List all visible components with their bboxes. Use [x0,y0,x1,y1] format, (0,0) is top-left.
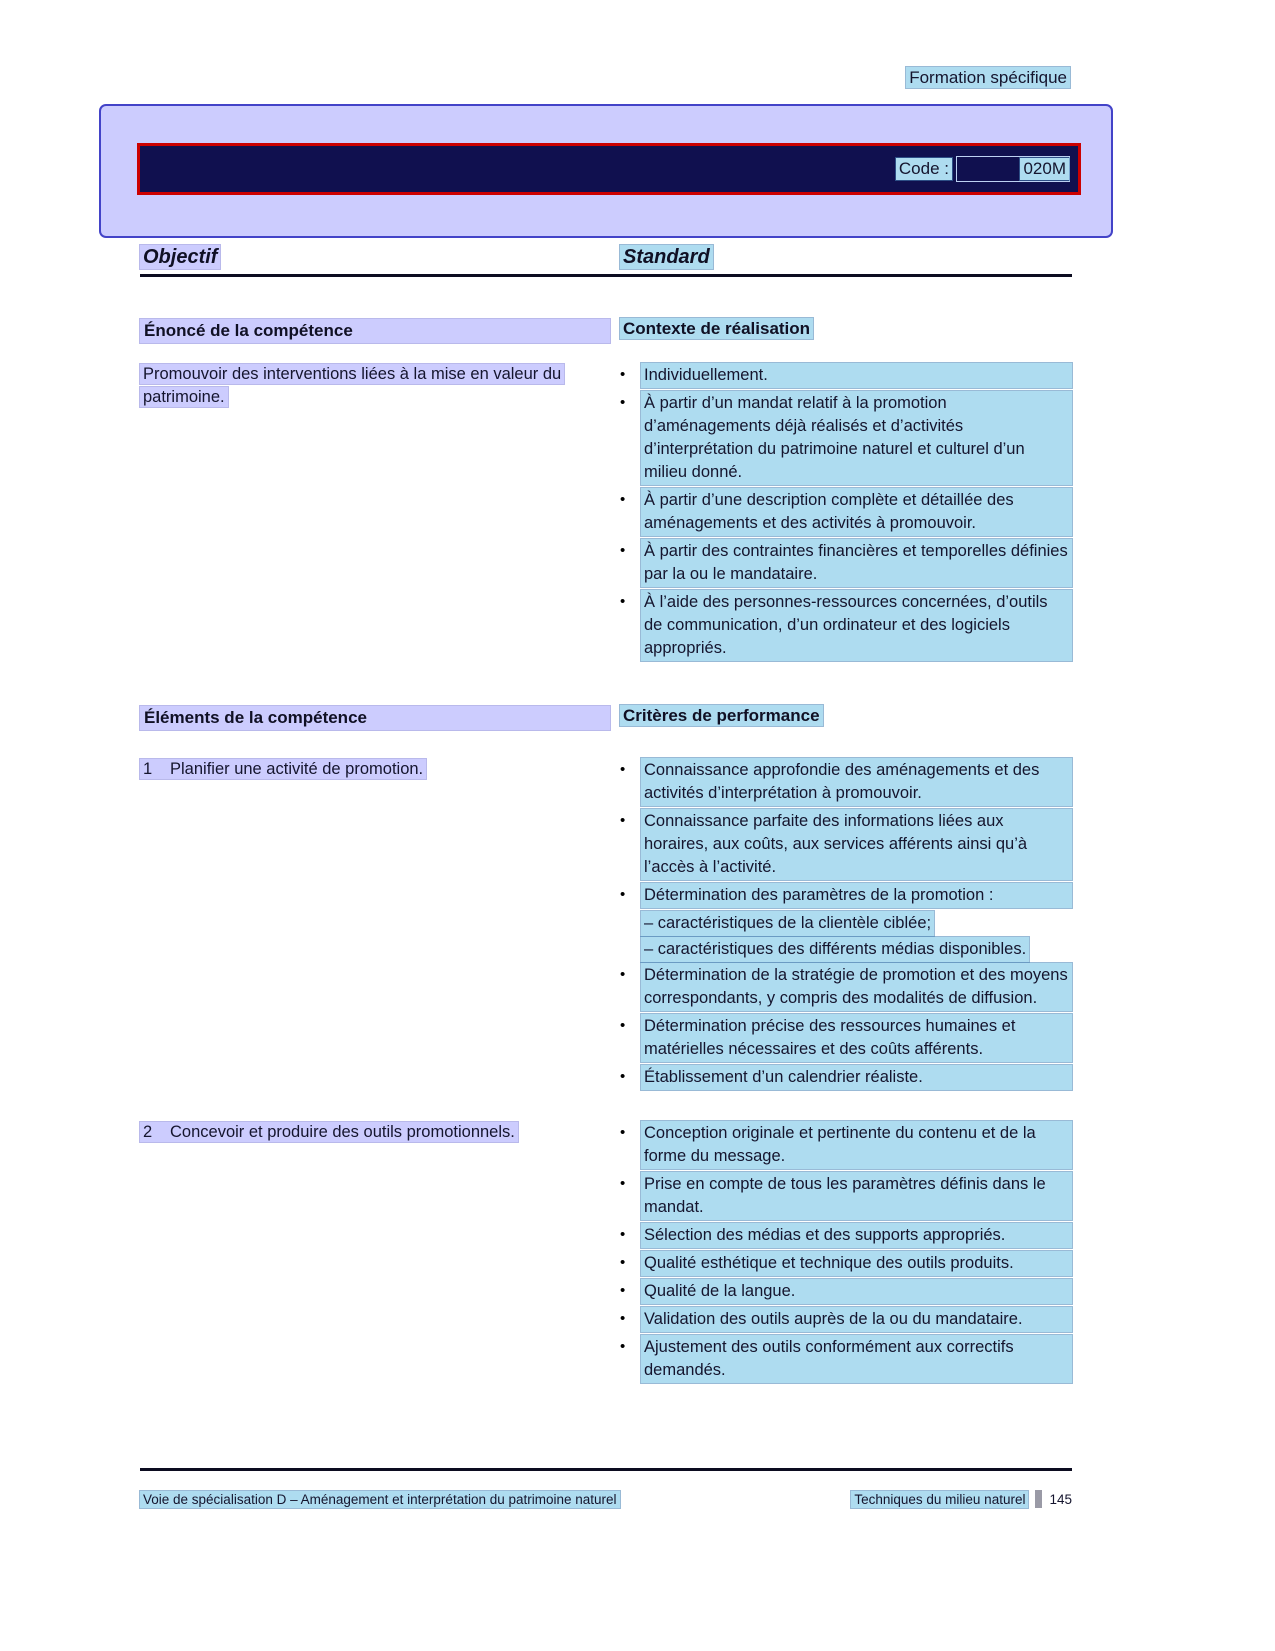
footer-rule [140,1468,1072,1471]
element-label-cell [140,758,610,1093]
objectif-heading-text: Objectif [140,245,220,269]
code-value: 020M [1020,158,1069,180]
element-number: 1 [143,760,153,778]
competence-headers-row [140,319,1072,343]
contexte-item-text: À l’aide des personnes-ressources concernées, d’outils de communication, d’un ordinateur et des logiciels appropriés. [641,590,1072,661]
contexte-header [620,319,1072,339]
bullet-icon: • [620,1282,626,1299]
list-item [620,391,1072,485]
element-label-cell [140,1121,610,1386]
list-item [620,1335,1072,1383]
list-item [620,1065,1072,1090]
criteria-cell [620,758,1072,1093]
section-label-text: Formation spécifique [906,67,1070,88]
list-item [620,1121,1072,1169]
enonce-header: Énoncé de la compétence [140,319,610,343]
criteria-list [620,1121,1072,1383]
bullet-icon: • [620,1338,626,1355]
contexte-list [620,363,1072,661]
criteria-item-text: Qualité esthétique et technique des outils produits. [641,1251,1072,1276]
criteria-cell [620,1121,1072,1386]
bullet-icon: • [620,886,626,903]
bullet-icon: • [620,1226,626,1243]
bullet-icon: • [620,1175,626,1192]
bullet-icon: • [620,491,626,508]
criteria-item-text: Connaissance approfondie des aménagements et des activités d’interprétation à promouvoir. [641,758,1072,806]
list-item [620,488,1072,536]
criteria-list [620,758,1072,1090]
code-label: Code : [896,158,952,180]
criteria-item-text: Connaissance parfaite des informations liées aux horaires, aux coûts, aux services afférents ainsi qu’à l’accès à l’activité. [641,809,1072,880]
objectif-heading [140,246,610,269]
page-number-bar [1035,1490,1042,1508]
element-number: 2 [143,1123,153,1141]
contexte-item-text: À partir d’un mandat relatif à la promotion d’aménagements déjà réalisés et d’activités d’interprétation du patrimoine naturel et culturel d’un milieu donné. [641,391,1072,485]
criteres-header [620,706,1072,726]
list-item [620,758,1072,806]
bullet-icon: • [620,1254,626,1271]
sub-list-item-text: – caractéristiques des différents médias disponibles. [641,937,1029,962]
main-content [140,246,1072,1386]
bullet-icon: • [620,1124,626,1141]
criteria-item-text: Conception originale et pertinente du contenu et de la forme du message. [641,1121,1072,1169]
list-item [620,1223,1072,1248]
list-item [620,1172,1072,1220]
contexte-item-text: À partir des contraintes financières et temporelles définies par la ou le mandataire. [641,539,1072,587]
criteria-item-text: Prise en compte de tous les paramètres définis dans le mandat. [641,1172,1072,1220]
elements-headers-row [140,706,1072,730]
bullet-icon: • [620,812,626,829]
bullet-icon: • [620,1310,626,1327]
footer-right [851,1490,1072,1508]
list-item [620,539,1072,587]
criteria-item-text: Détermination des paramètres de la promotion : [641,883,1072,908]
list-item [620,883,1072,908]
elements-rows [140,758,1072,1386]
list-item [620,590,1072,661]
page-number: 145 [1049,1491,1072,1507]
criteria-item-text: Qualité de la langue. [641,1279,1072,1304]
criteria-item-text: Établissement d’un calendrier réaliste. [641,1065,1072,1090]
element-row [140,758,1072,1093]
criteria-item-text: Ajustement des outils conformément aux correctifs demandés. [641,1335,1072,1383]
objectif-standard-row [140,246,1072,269]
criteria-item-text: Validation des outils auprès de la ou du mandataire. [641,1307,1072,1332]
bullet-icon: • [620,761,626,778]
sub-list-item [641,911,1072,936]
footer-left-text: Voie de spécialisation D – Aménagement et interprétation du patrimoine naturel [140,1491,620,1508]
element-row [140,1121,1072,1386]
contexte-cell [620,363,1072,664]
list-item [620,1307,1072,1332]
bullet-icon: • [620,593,626,610]
criteria-item-text: Détermination précise des ressources humaines et matérielles nécessaires et des coûts afférents. [641,1014,1072,1062]
criteria-item-text: Détermination de la stratégie de promotion et des moyens correspondants, y compris des modalités de diffusion. [641,963,1072,1011]
bullet-icon: • [620,1017,626,1034]
elements-header: Éléments de la compétence [140,706,610,730]
criteres-header-text: Critères de performance [620,705,823,726]
list-item [620,363,1072,388]
enonce-text: Promouvoir des interventions liées à la mise en valeur du patrimoine. [140,364,564,407]
bullet-icon: • [620,542,626,559]
competence-body-row [140,363,1072,664]
element-label: 2 Concevoir et produire des outils promotionnels. [140,1122,518,1142]
list-item [620,809,1072,880]
sub-list-item [641,937,1072,962]
title-banner-outer [99,104,1113,238]
contexte-header-text: Contexte de réalisation [620,318,813,339]
list-item [620,1014,1072,1062]
list-item [620,1279,1072,1304]
bullet-icon: • [620,1068,626,1085]
bullet-icon: • [620,366,626,383]
heading-rule [140,274,1072,277]
footer-left [140,1492,620,1507]
contexte-item-text: Individuellement. [641,363,1072,388]
element-label: 1 Planifier une activité de promotion. [140,759,426,779]
code-field [956,156,1070,182]
footer-right-text: Techniques du milieu naturel [851,1491,1028,1508]
criteria-item-text: Sélection des médias et des supports appropriés. [641,1223,1072,1248]
sub-list-item-text: – caractéristiques de la clientèle ciblée; [641,911,934,936]
footer [140,1490,1072,1508]
enonce-text-cell [140,363,610,664]
list-item [620,1251,1072,1276]
section-label [906,68,1070,88]
contexte-item-text: À partir d’une description complète et détaillée des aménagements et des activités à promouvoir. [641,488,1072,536]
title-banner [137,143,1081,195]
list-item [620,963,1072,1011]
bullet-icon: • [620,394,626,411]
bullet-icon: • [620,966,626,983]
standard-heading-text: Standard [620,245,713,269]
standard-heading [620,246,1072,269]
